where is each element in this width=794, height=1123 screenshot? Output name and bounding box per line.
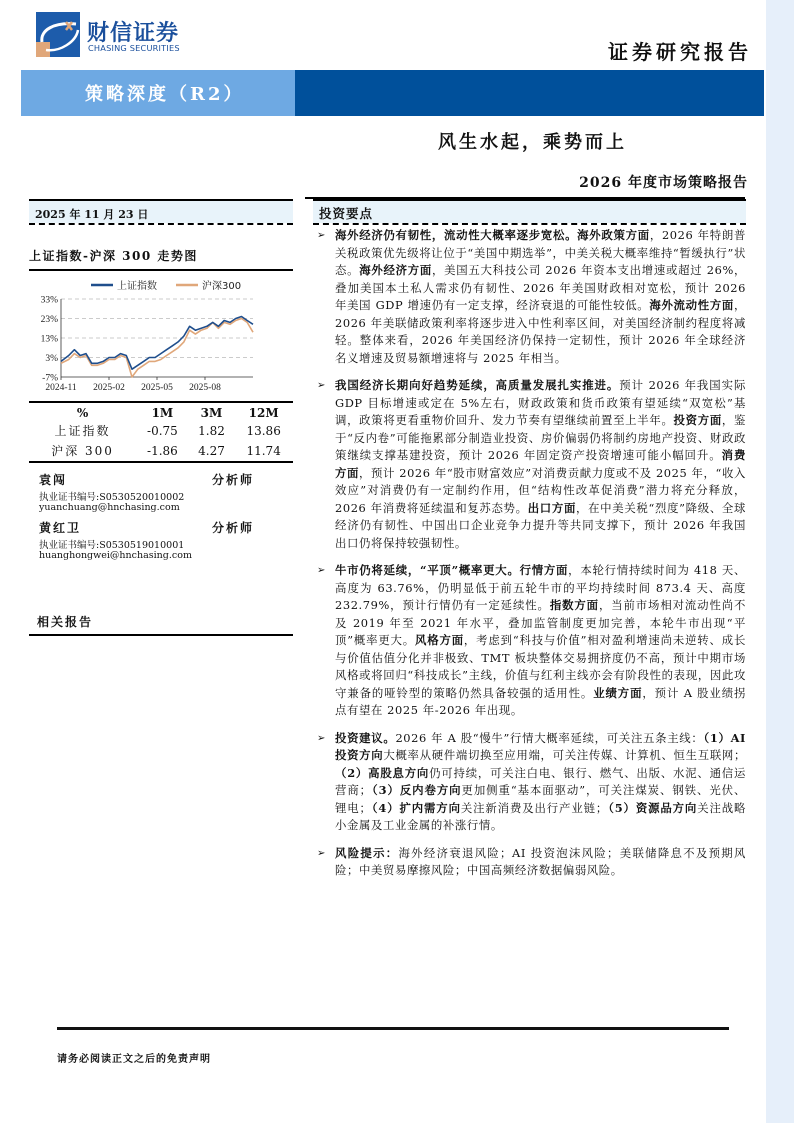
report-date-text: 2025 年 11 月 23 日 [35,208,149,221]
table-cell: 13.86 [246,423,281,438]
dashed-divider [29,223,293,225]
y-tick-label: 3% [45,354,58,364]
y-tick-label: 23% [40,315,58,325]
report-title: 风生水起，乘势而上 [438,132,627,153]
table-header: % [76,406,89,420]
sidebar [29,199,293,636]
report-category: 策略深度（R2） [85,84,245,105]
table-cell: 11.74 [246,443,281,458]
logo-name-en: CHASING SECURITIES [88,43,180,53]
key-point-text: 预计 2026 年我国实际 GDP 目标增速或定在 5%左右，财政政策和货币政策有望延续“双宽松”基调，政策将更看重物价回升、发力节奏有望继续前置至上半年。 [335,378,746,427]
x-tick-label: 2024-11 [45,383,77,393]
x-tick-label: 2025-02 [93,383,125,393]
key-point-text: 关注战略小金属及工业金属的补涨行情。 [335,800,746,832]
chart-svg [29,277,293,397]
index-trend-chart [29,277,293,397]
header-band [21,70,764,116]
analyst-card [29,519,293,565]
table-row [29,421,293,441]
key-points-list [313,227,746,880]
x-tick-label: 2025-08 [189,383,221,393]
related-reports-title: 相关报告 [29,613,293,636]
key-point-text: ，本轮行情持续时间为 418 天、高度为 63.76%，仍明显低于前五轮牛市的平均持续时间 873.4 天、高度 232.79%，预计行情仍有一定延续性。 [335,563,747,612]
row-label: 上证指数 [54,424,111,438]
key-points-section [313,199,746,890]
table-cell: 1.82 [198,423,225,438]
key-point-emphasis: （5）资源品方向 [607,800,698,815]
key-point-text: ，鉴于“反内卷”可能拖累部分制造业投资、房价偏弱仍将制约房地产投资、财政政策继续支撑基建投资，预计 2026 年固定资产投资增速可能小幅回升。 [335,413,747,462]
key-point-text: ，预计 A 股业绩拐点有望在 2025 年-2026 年出现。 [335,685,747,717]
bullet-arrow-icon: ➢ [317,732,326,744]
key-point-emphasis: （1）AI 投资方向 [335,730,746,762]
table-header: 3M [200,406,223,420]
key-points-title: 投资要点 [313,199,746,223]
analyst-cert: 执业证书编号:S0530520010002 [39,492,185,503]
analyst-name: 黄红卫 [39,521,82,535]
key-point-emphasis: 风格方面 [415,633,464,647]
key-point-emphasis: 海外经济仍有韧性，流动性大概率逐步宽松。海外政策方面 [335,228,650,242]
dashed-divider [313,223,746,225]
footer-divider [57,1027,729,1030]
key-point-emphasis: 牛市仍将延续，“平顶”概率更大。行情方面 [335,563,569,577]
report-subtitle: 2026 年度市场策略报告 [579,175,748,191]
key-point-item [313,562,746,720]
x-tick-label: 2025-05 [141,383,173,393]
chart-title: 上证指数-沪深 300 走势图 [29,247,293,271]
key-point-item [313,845,746,880]
bullet-arrow-icon: ➢ [317,230,326,241]
bullet-arrow-icon: ➢ [317,380,326,391]
key-point-text: ，当前市场相对流动性尚不及 2019 年至 2021 年水平，叠加监管制度更加完善，本轮牛市出现“平顶”概率更大。 [335,598,747,647]
series-line-csi300 [61,319,253,378]
key-point-text: ，预计 2026 年“股市财富效应”对消费贡献力度或不及 2025 年，“收入效应”对消费仍有一定制约作用，但“结构性改革促消费”潜力将充分释放，2026 年消费将延续温和复苏态势。 [335,465,746,515]
logo-name-cn: 财信证券 [87,21,180,46]
table-header: 1M [151,406,174,420]
report-type: 证券研究报告 [608,40,752,64]
category-band [21,70,295,116]
key-point-item [313,730,746,835]
bullet-arrow-icon: ➢ [317,565,326,576]
key-point-text: ，考虑到“科技与价值”相对盈利增速尚未逆转、成长与价值估值分化并非极致、TMT 板块整体交易拥挤度仍不高，预计中期市场风格或将回归“科技成长”主线，价值与红利主线亦会有阶段性的表现，因此攻守兼备的哑铃型的策略仍然具备较强的适用性。 [335,633,746,700]
table-header-row [29,402,293,421]
key-point-text: ，在中美关税“烈度”降级、全球经济仍有韧性、中国出口企业竞争力提升等共同支撑下，预计 2026 年我国出口仍将保持较强韧性。 [335,500,746,550]
logo-mark-icon [36,12,80,57]
key-point-item [313,227,746,367]
key-point-text: ，2026 年美联储政策利率将逐步进入中性利率区间，对美国经济制约程度将减轻。整体来看，2026 年美国经济仍保持一定韧性，预计 2026 年全球经济名义增速及贸易额增速将与 2025 年相当。 [335,298,746,365]
header-band-dark [295,70,764,116]
analyst-email[interactable]: yuanchuang@hnchasing.com [39,502,180,513]
key-point-emphasis: 指数方面 [549,598,599,612]
key-point-text: 2026 年 A 股“慢牛”行情大概率延续，可关注五条主线： [395,730,704,745]
key-point-text: ，美国五大科技公司 2026 年资本支出增速或超过 26%，叠加美国本土私人需求仍有韧性、2026 年美国财政相对宽松，预计 2026 年美国 GDP 增速仍有一定支撑，经济衰退的可能性较低。 [335,263,746,312]
performance-table [29,401,293,463]
analyst-role: 分析师 [212,473,255,487]
key-point-emphasis: 海外经济方面 [359,263,432,277]
y-tick-label: -7% [42,373,58,384]
key-point-item [313,377,746,552]
y-tick-label: 33% [40,295,58,306]
legend-label: 沪深300 [202,281,242,292]
analyst-card [29,471,293,517]
analyst-email[interactable]: huanghongwei@hnchasing.com [39,550,192,561]
key-point-text: 关注新消费及出行产业链； [460,800,608,815]
key-point-emphasis: （3）反内卷方向 [371,783,462,797]
bullet-arrow-icon: ➢ [317,847,326,859]
key-point-emphasis: 风险提示： [335,845,399,860]
table-cell: -1.86 [147,443,178,458]
table-header: 12M [248,406,279,420]
analyst-role: 分析师 [212,521,255,535]
key-point-text: 更加侧重“基本面驱动”，可关注煤炭、钢铁、光伏、锂电； [335,783,746,815]
table-cell: 4.27 [198,443,225,458]
key-point-emphasis: 我国经济长期向好趋势延续，高质量发展扎实推进。 [335,378,620,392]
key-point-text: 海外经济衰退风险；AI 投资泡沫风险；美联储降息不及预期风险；中美贸易摩擦风险；中国高频经济数据偏弱风险。 [335,845,746,877]
y-tick-label: 13% [40,334,58,345]
key-point-emphasis: 消费方面 [335,448,746,480]
disclaimer-note: 请务必阅读正文之后的免责声明 [57,1054,211,1065]
page-side-strip [766,0,794,1123]
report-date [29,199,293,223]
key-point-text: 仍可持续，可关注白电、银行、燃气、出版、水泥、通信运营商； [335,765,746,797]
analyst-cert: 执业证书编号:S0530519010001 [39,540,185,551]
legend-label: 上证指数 [117,281,157,292]
company-logo [36,12,186,58]
key-point-emphasis: （2）高股息方向 [335,765,430,780]
row-label: 沪深 300 [51,444,114,458]
key-point-emphasis: 业绩方面 [593,685,643,700]
key-point-text: 大概率从硬件端切换至应用端，可关注传媒、计算机、恒生互联网； [383,748,746,762]
key-point-emphasis: 海外流动性方面 [649,298,734,312]
table-row [29,441,293,462]
key-point-emphasis: 投资建议。 [335,730,396,745]
table-cell: -0.75 [147,423,178,438]
key-point-emphasis: 投资方面 [673,413,722,427]
key-point-text: ，2026 年特朗普关税政策优先级将让位于“美国中期选举”，中美关税大概率维持“暂缓执行”状态。 [335,228,746,277]
key-point-emphasis: （4）扩内需方向 [371,800,461,815]
key-point-emphasis: 出口方面 [527,500,577,515]
analyst-name: 袁闯 [39,473,68,487]
